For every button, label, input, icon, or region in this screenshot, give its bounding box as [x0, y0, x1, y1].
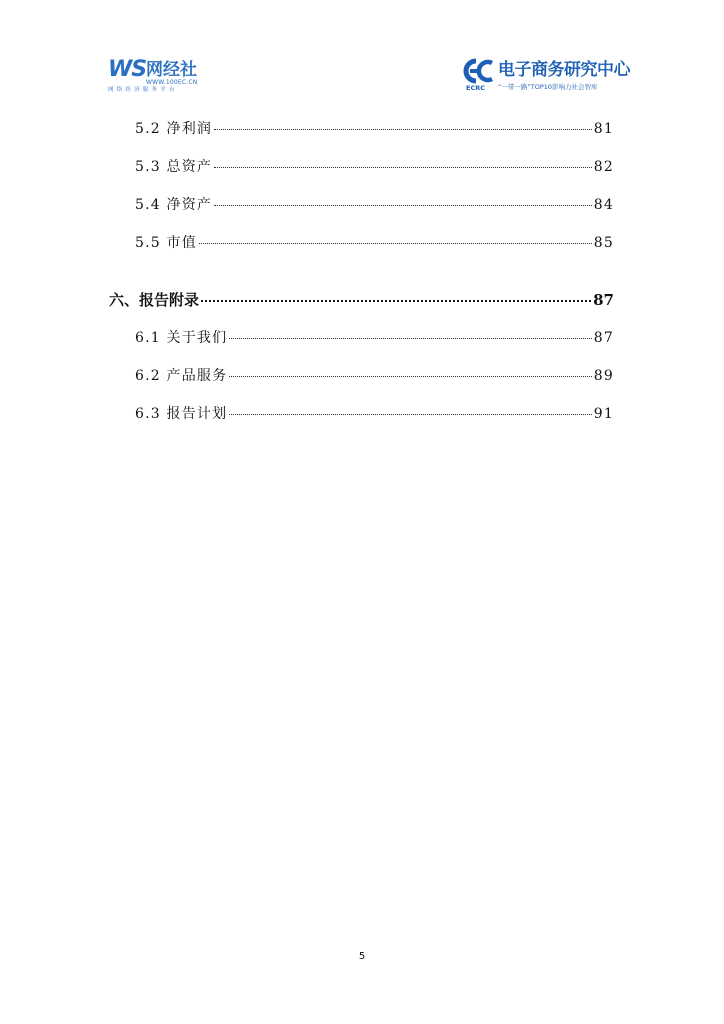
ws-logo-slogan: 网络经济服务平台 — [108, 87, 178, 93]
toc-entry-title: 5.2 净利润 — [135, 121, 213, 137]
toc-entry-page: 82 — [593, 159, 614, 175]
toc-dot-leader — [214, 167, 592, 168]
toc-dot-leader — [229, 414, 591, 415]
toc-chapter-page: 87 — [593, 291, 614, 309]
ecrc-logo-abbr: ECRC — [466, 84, 485, 92]
toc-dot-leader — [229, 338, 591, 339]
ec-logo-icon — [462, 58, 494, 84]
toc-dot-leader — [199, 243, 592, 244]
toc-entry[interactable] — [135, 194, 614, 214]
page-header — [0, 0, 724, 100]
toc-entry-title: 5.3 总资产 — [135, 159, 213, 175]
toc-entry[interactable] — [135, 327, 614, 347]
ws-logo-mark: WS — [108, 57, 147, 82]
toc-dot-leader — [214, 129, 592, 130]
toc-entry-title: 6.1 关于我们 — [135, 330, 228, 346]
toc-entry-title: 6.3 报告计划 — [135, 406, 228, 422]
page-number: 5 — [358, 951, 366, 962]
toc-entry[interactable] — [135, 403, 614, 423]
toc-chapter-title: 六、报告附录 — [109, 291, 200, 309]
wangjingshe-logo — [108, 58, 248, 94]
ws-logo-name: 网经社 — [146, 60, 197, 80]
toc-entry-page: 87 — [593, 330, 614, 346]
toc-entry-page: 85 — [593, 235, 614, 251]
toc-dot-leader — [214, 205, 592, 206]
toc-entry-title: 5.5 市值 — [135, 235, 197, 251]
ecrc-logo-name: 电子商务研究中心 — [498, 60, 630, 80]
toc-entry[interactable] — [135, 232, 614, 252]
ecrc-logo — [462, 58, 630, 94]
ws-logo-url: WWW.100EC.CN — [146, 79, 198, 86]
ecrc-logo-tagline: “一带一路”TOP10影响力社会智库 — [498, 83, 598, 91]
toc-entry[interactable] — [135, 118, 614, 138]
toc-entry-title: 5.4 净资产 — [135, 197, 213, 213]
toc-entry-page: 84 — [593, 197, 614, 213]
toc-entry-page: 81 — [593, 121, 614, 137]
toc-entry-page: 89 — [593, 368, 614, 384]
toc-entry[interactable] — [135, 156, 614, 176]
toc-dot-leader — [201, 300, 591, 302]
toc-entry-title: 6.2 产品服务 — [135, 368, 228, 384]
toc-dot-leader — [229, 376, 591, 377]
toc-entry-page: 91 — [593, 406, 614, 422]
toc-chapter-entry[interactable] — [109, 289, 614, 310]
toc-entry[interactable] — [135, 365, 614, 385]
